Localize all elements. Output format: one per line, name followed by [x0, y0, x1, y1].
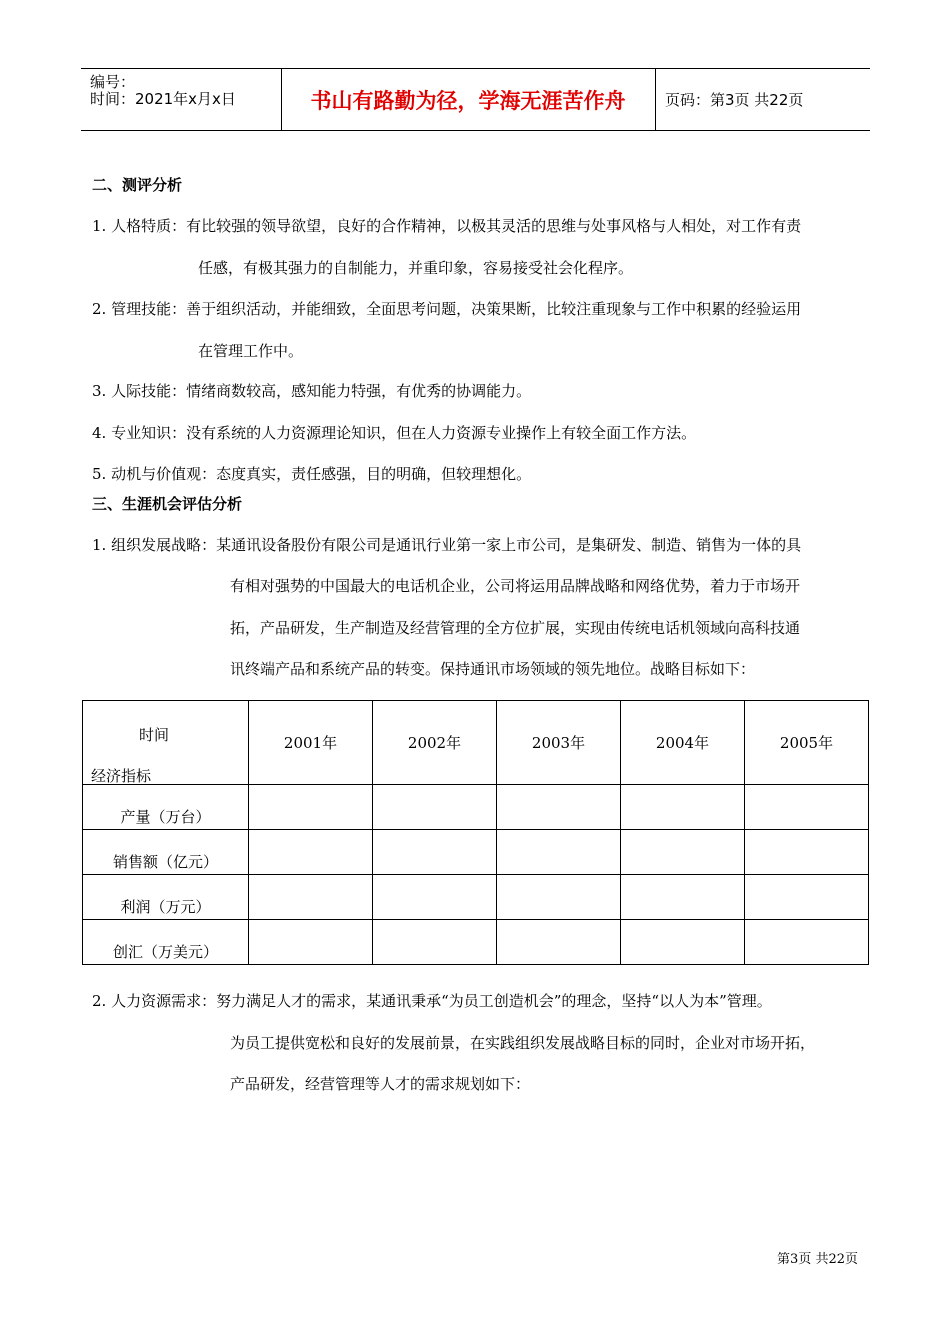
table-cell: [745, 830, 869, 875]
s2-item5: 5. 动机与价值观：态度真实，责任感强，目的明确，但较理想化。: [92, 465, 532, 483]
s2-item4: 4. 专业知识：没有系统的人力资源理论知识，但在人力资源专业操作上有较全面工作方法。: [92, 424, 697, 442]
table-cell: [249, 785, 373, 830]
table-row: [83, 920, 869, 965]
corner-time-label: 时间: [139, 726, 170, 744]
table-cell: [249, 875, 373, 920]
table-cell: [373, 830, 497, 875]
table-cell: [621, 830, 745, 875]
year-header: 2005年: [745, 701, 869, 785]
s3-item2-line1: 2. 人力资源需求：努力满足人才的需求，某通讯秉承“为员工创造机会”的理念，坚持“以人为本”管理。: [92, 992, 772, 1010]
s3-item2-line3: 产品研发，经营管理等人才的需求规划如下：: [230, 1075, 531, 1093]
s2-item2-line1: 2. 管理技能：善于组织活动，并能细致，全面思考问题，决策果断，比较注重现象与工作中积累的经验运用: [92, 300, 802, 318]
s3-item1-line4: 讯终端产品和系统产品的转变。保持通讯市场领域的领先地位。战略目标如下：: [230, 660, 756, 678]
table-cell: [497, 830, 621, 875]
section3-title: 三、生涯机会评估分析: [92, 495, 243, 513]
table-cell: [621, 785, 745, 830]
s2-item1-line2: 任感，有极其强力的自制能力，并重印象，容易接受社会化程序。: [198, 259, 634, 277]
page-footer: 第3页 共22页: [777, 1252, 858, 1267]
s3-item1-line1: 1. 组织发展战略：某通讯设备股份有限公司是通讯行业第一家上市公司，是集研发、制造、销售为一体的具: [92, 536, 802, 554]
table-cell: [497, 920, 621, 965]
s3-item2-line2: 为员工提供宽松和良好的发展前景，在实践组织发展战略目标的同时，企业对市场开拓，: [230, 1034, 816, 1052]
table-cell: [745, 875, 869, 920]
strategy-table: [82, 700, 869, 965]
s2-item3: 3. 人际技能：情绪商数较高，感知能力特强，有优秀的协调能力。: [92, 382, 532, 400]
table-cell: [621, 875, 745, 920]
table-cell: [497, 785, 621, 830]
number-label: 编号：: [90, 73, 136, 91]
corner-indicator-label: 经济指标: [91, 767, 152, 785]
table-cell: [621, 920, 745, 965]
header-meta: [81, 69, 282, 130]
row-label: 利润（万元）: [83, 875, 249, 920]
table-cell: [249, 920, 373, 965]
s2-item1-line1: 1. 人格特质：有比较强的领导欲望，良好的合作精神，以极其灵活的思维与处事风格与人相处，对工作有责: [92, 217, 802, 235]
table-cell: [745, 920, 869, 965]
s3-item1-line2: 有相对强势的中国最大的电话机企业，公司将运用品牌战略和网络优势，着力于市场开: [230, 577, 801, 595]
table-header-row: [83, 701, 869, 785]
section2-title: 二、测评分析: [92, 176, 183, 194]
table-cell: [249, 830, 373, 875]
page-header: [81, 68, 870, 131]
corner-cell: [83, 701, 249, 785]
time-label: 时间：2021年x月x日: [90, 90, 236, 108]
year-header: 2003年: [497, 701, 621, 785]
year-header: 2004年: [621, 701, 745, 785]
year-header: 2002年: [373, 701, 497, 785]
year-header: 2001年: [249, 701, 373, 785]
table-row: [83, 785, 869, 830]
s2-item2-line2: 在管理工作中。: [198, 342, 304, 360]
table-cell: [373, 920, 497, 965]
table-cell: [373, 785, 497, 830]
header-page: 页码：第3页 共22页: [665, 91, 804, 109]
table-row: [83, 875, 869, 920]
row-label: 创汇（万美元）: [83, 920, 249, 965]
row-label: 产量（万台）: [83, 785, 249, 830]
table-cell: [745, 785, 869, 830]
table-row: [83, 830, 869, 875]
table-cell: [497, 875, 621, 920]
row-label: 销售额（亿元）: [83, 830, 249, 875]
header-motto: 书山有路勤为径，学海无涯苦作舟: [281, 69, 656, 130]
table-cell: [373, 875, 497, 920]
s3-item1-line3: 拓，产品研发，生产制造及经营管理的全方位扩展，实现由传统电话机领域向高科技通: [230, 619, 801, 637]
